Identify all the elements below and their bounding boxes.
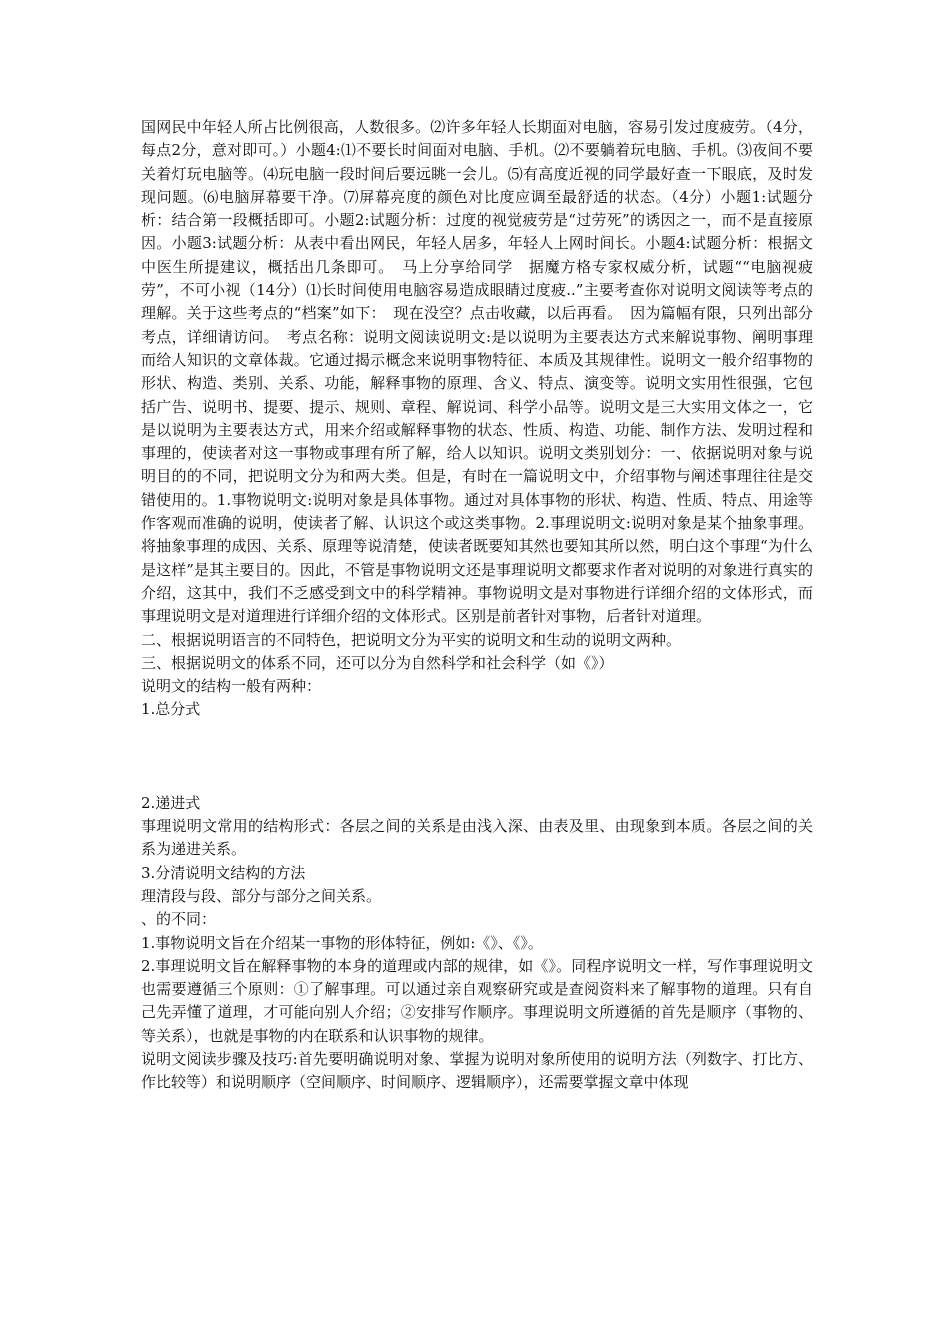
blank-gap [141, 722, 813, 792]
document-body [141, 116, 813, 1095]
paragraph-structure-intro: 说明文的结构一般有两种： [141, 677, 322, 696]
paragraph-structure-1: 1.总分式 [141, 700, 201, 719]
paragraph-structure-2: 2.递进式 [141, 793, 201, 812]
paragraph-difference: 、的不同： [141, 910, 217, 929]
paragraph-classification-2: 二、根据说明语言的不同特色，把说明文分为平实的说明文和生动的说明文两种。 [141, 630, 682, 649]
paragraph-difference-1: 1.事物说明文旨在介绍某一事物的形体特征，例如:《》、《》。 [141, 933, 543, 952]
paragraph-structure-3: 3.分清说明文结构的方法 [141, 863, 306, 882]
paragraph-structure-2-desc: 事理说明文常用的结构形式：各层之间的关系是由浅入深、由表及里、由现象到本质。各层之间的关系为递进关系。 [141, 817, 813, 859]
paragraph-answer-analysis: 国网民中年轻人所占比例很高，人数很多。⑵许多年轻人长期面对电脑，容易引发过度疲劳。（4分，每点2分，意对即可。）小题4:⑴不要长时间面对电脑、手机。⑵不要躺着玩电脑、手机。⑶夜间不要关着灯玩电脑等。⑷玩电脑一段时间后要远眺一会儿。⑸有高度近视的同学最好查一下眼底，及时发现问题。⑹电脑屏幕要干净。⑺屏幕亮度的颜色对比度应调至最舒适的状态。（4分）小题1:试题分析：结合第一段概括即可。小题2:试题分析：过度的视觉疲劳是“过劳死”的诱因之一，而不是直接原因。小题3:试题分析：从表中看出网民，年轻人居多，年轻人上网时间长。小题4:试题分析：根据文中医生所提建议，概括出几条即可。 马上分享给同学 据魔方格专家权威分析，试题““电脑视疲劳”，不可小视（14分）⑴长时间使用电脑容易造成眼睛过度疲..”主要考查你对说明文阅读等考点的理解。关于这些考点的“档案”如下： 现在没空？点击收藏，以后再看。 因为篇幅有限，只列出部分考点，详细请访问。 考点名称：说明文阅读说明文:是以说明为主要表达方式来解说事物、阐明事理而给人知识的文章体裁。它通过揭示概念来说明事物特征、本质及其规律性。说明文一般介绍事物的形状、构造、类别、关系、功能，解释事物的原理、含义、特点、演变等。说明文实用性很强，它包括广告、说明书、提要、提示、规则、章程、解说词、科学小品等。说明文是三大实用文体之一，它是以说明为主要表达方式，用来介绍或解释事物的状态、性质、构造、功能、制作方法、发明过程和事理的，使读者对这一事物或事理有所了解，给人以知识。说明文类别划分：一、依据说明对象与说明目的的不同，把说明文分为和两大类。但是，有时在一篇说明文中，介绍事物与阐述事理往往是交错使用的。1.事物说明文:说明对象是具体事物。通过对具体事物的形状、构造、性质、特点、用途等作客观而准确的说明，使读者了解、认识这个或这类事物。2.事理说明文:说明对象是某个抽象事理。将抽象事理的成因、关系、原理等说清楚，使读者既要知其然也要知其所以然，明白这个事理“为什么是这样”是其主要目的。因此，不管是事物说明文还是事理说明文都要求作者对说明的对象进行真实的介绍，这其中，我们不乏感受到文中的科学精神。事物说明文是对事物进行详细介绍的文体形式，而事理说明文是对道理进行详细介绍的文体形式。区别是前者针对事物，后者针对道理。 [141, 118, 813, 626]
paragraph-reading-steps: 说明文阅读步骤及技巧:首先要明确说明对象、掌握为说明对象所使用的说明方法（列数字、打比方、作比较等）和说明顺序（空间顺序、时间顺序、逻辑顺序），还需要掌握文章中体现 [141, 1049, 813, 1092]
paragraph-difference-2: 2.事理说明文旨在解释事物的本身的道理或内部的规律，如《》。同程序说明文一样，写作事理说明文也需要遵循三个原则：①了解事理。可以通过亲自观察研究或是查阅资料来了解事物的道理。只有自己先弄懂了道理，才可能向别人介绍；②安排写作顺序。事理说明文所遵循的首先是顺序（事物的、等关系），也就是事物的内在联系和认识事物的规律。 [141, 956, 813, 1045]
paragraph-classification-3: 三、根据说明文的体系不同，还可以分为自然科学和社会科学（如《》） [141, 653, 614, 672]
paragraph-structure-3-desc: 理清段与段、部分与部分之间关系。 [141, 886, 382, 905]
